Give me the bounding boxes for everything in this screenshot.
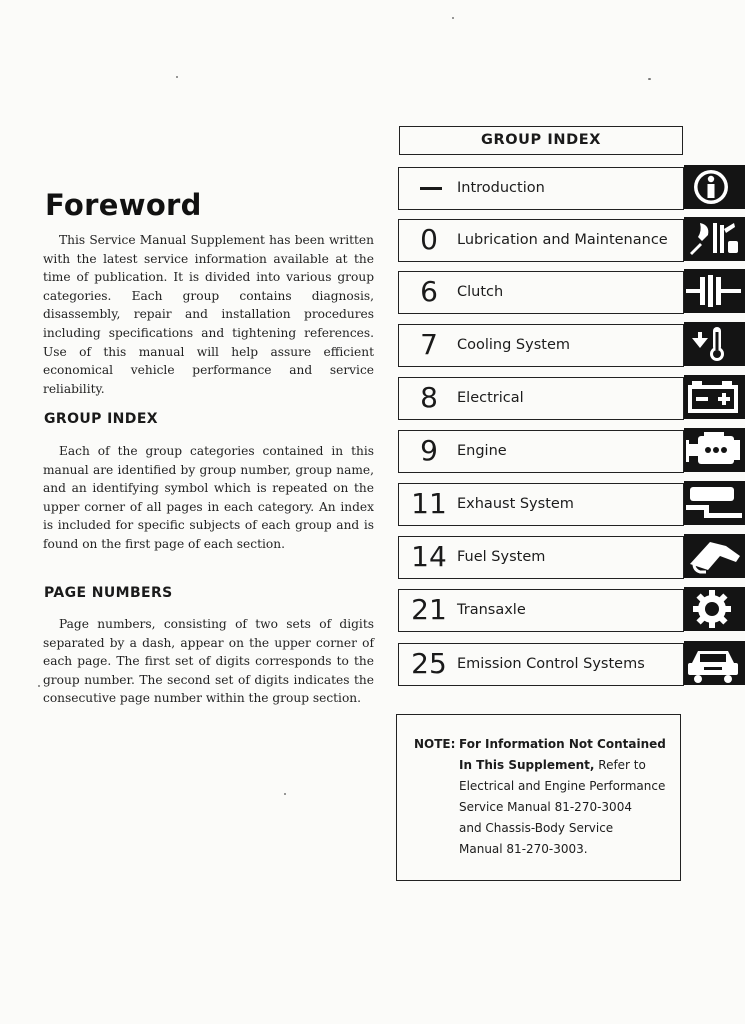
note-line: Electrical and Engine Performance bbox=[459, 779, 666, 793]
group-number: 9 bbox=[420, 434, 438, 467]
group-index-heading: GROUP INDEX bbox=[44, 411, 158, 427]
lubrication-tools-icon bbox=[684, 217, 745, 261]
note-line bbox=[459, 758, 646, 772]
group-number: 11 bbox=[411, 487, 447, 520]
group-name: Engine bbox=[457, 443, 507, 459]
fuel-nozzle-icon bbox=[684, 534, 745, 578]
clutch-icon bbox=[684, 269, 745, 313]
scan-speck bbox=[38, 685, 40, 687]
group-name: Exhaust System bbox=[457, 496, 574, 512]
group-row-exhaust bbox=[398, 483, 684, 526]
page-title: Foreword bbox=[45, 188, 202, 222]
scan-speck bbox=[176, 76, 178, 78]
note-box bbox=[396, 714, 681, 881]
group-row-emission bbox=[398, 643, 684, 686]
battery-icon bbox=[684, 375, 745, 419]
foreword-paragraph: This Service Manual Supplement has been written with the latest service information available at the time of publication. It is divided into various group categories. Each group contains diagnosis, disassembly, repair and installation procedures including specifications and tightening references. Use of this manual will help assure efficient economical vehicle performance and service reliability. bbox=[43, 233, 374, 396]
group-row-lubrication bbox=[398, 219, 684, 262]
group-name: Introduction bbox=[457, 180, 545, 196]
page-numbers-paragraph: Page numbers, consisting of two sets of digits separated by a dash, appear on the upper corner of each page. The first set of digits corresponds to the group number. The second set of digits indicates the consecutive page number within the group section. bbox=[43, 617, 374, 706]
note-line: Manual 81-270-3003. bbox=[459, 842, 588, 856]
scan-speck bbox=[452, 17, 454, 19]
group-row-transaxle bbox=[398, 589, 684, 632]
group-number: 8 bbox=[420, 381, 438, 414]
scan-speck bbox=[284, 793, 286, 795]
group-number: 25 bbox=[411, 647, 447, 680]
group-row-clutch bbox=[398, 271, 684, 314]
group-name: Emission Control Systems bbox=[457, 656, 645, 672]
info-icon bbox=[684, 165, 745, 209]
note-emphasis: In This Supplement, bbox=[459, 758, 595, 772]
car-emission-icon bbox=[684, 641, 745, 685]
note-line: and Chassis-Body Service bbox=[459, 821, 614, 835]
group-row-electrical bbox=[398, 377, 684, 420]
group-row-cooling bbox=[398, 324, 684, 367]
group-index-paragraph: Each of the group categories contained in this manual are identified by group number, group name, and an identifying symbol which is repeated on the upper corner of all pages in each category. An index is included for specific subjects of each group and is found on the first page of each section. bbox=[43, 444, 374, 551]
engine-icon bbox=[684, 428, 745, 472]
group-name: Transaxle bbox=[457, 602, 526, 618]
group-name: Fuel System bbox=[457, 549, 546, 565]
thermometer-icon bbox=[684, 322, 745, 366]
group-number: 14 bbox=[411, 540, 447, 573]
group-number: 0 bbox=[420, 223, 438, 256]
dash-mark bbox=[420, 187, 442, 190]
page-numbers-heading: PAGE NUMBERS bbox=[44, 585, 173, 601]
group-name: Electrical bbox=[457, 390, 524, 406]
note-line: For Information Not Contained bbox=[459, 737, 666, 751]
note-text: Refer to bbox=[594, 758, 646, 772]
note-label: NOTE: bbox=[414, 737, 456, 751]
group-number: 7 bbox=[420, 328, 438, 361]
group-name: Clutch bbox=[457, 284, 504, 300]
group-number: 21 bbox=[411, 593, 447, 626]
gear-icon bbox=[684, 587, 745, 631]
note-line: Service Manual 81-270-3004 bbox=[459, 800, 632, 814]
group-number: 6 bbox=[420, 275, 438, 308]
group-row-engine bbox=[398, 430, 684, 473]
group-row-introduction bbox=[398, 167, 684, 210]
group-index-table-title: GROUP INDEX bbox=[399, 126, 683, 155]
group-name: Cooling System bbox=[457, 337, 570, 353]
group-row-fuel bbox=[398, 536, 684, 579]
group-name: Lubrication and Maintenance bbox=[457, 232, 668, 248]
scan-speck bbox=[648, 78, 651, 80]
exhaust-pipe-icon bbox=[684, 481, 745, 525]
